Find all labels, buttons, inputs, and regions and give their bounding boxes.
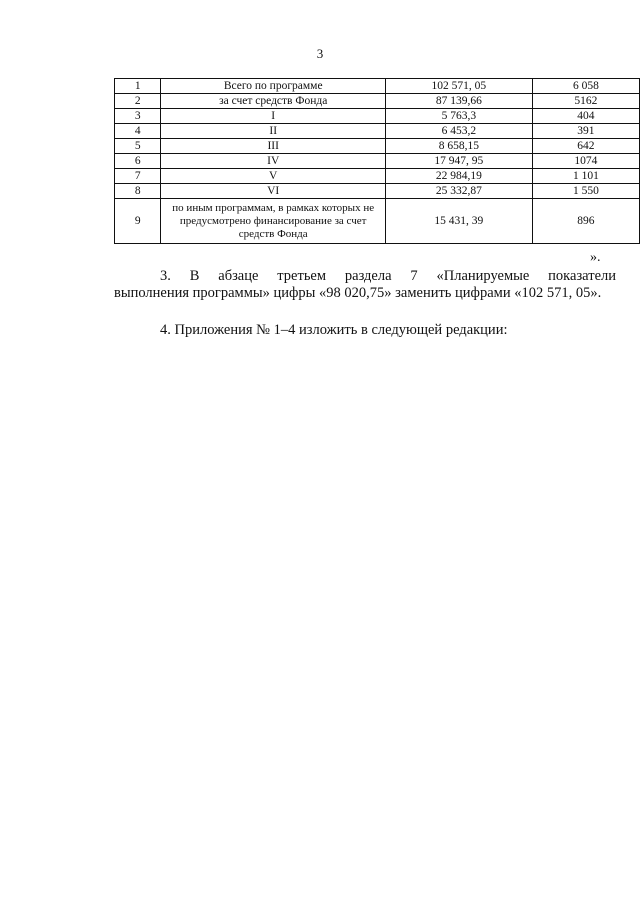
row-sum: 87 139,66 xyxy=(385,94,532,109)
row-sum: 25 332,87 xyxy=(385,184,532,199)
row-name: VI xyxy=(161,184,385,199)
table-row xyxy=(115,184,640,199)
row-count: 1074 xyxy=(532,154,639,169)
row-number: 7 xyxy=(115,169,161,184)
table-row xyxy=(115,124,640,139)
table-row xyxy=(115,139,640,154)
row-number: 6 xyxy=(115,154,161,169)
row-name: за счет средств Фонда xyxy=(161,94,385,109)
row-count: 6 058 xyxy=(532,79,639,94)
row-count: 642 xyxy=(532,139,639,154)
page-number: 3 xyxy=(316,46,324,61)
row-count: 1 550 xyxy=(532,184,639,199)
row-number: 5 xyxy=(115,139,161,154)
paragraph-4 xyxy=(114,322,616,339)
row-name: по иным программам, в рамках которых не предусмотрено финансирование за счет средств Фонда xyxy=(161,199,385,244)
table-row xyxy=(115,169,640,184)
row-name: I xyxy=(161,109,385,124)
row-number: 8 xyxy=(115,184,161,199)
row-count: 391 xyxy=(532,124,639,139)
table-row xyxy=(115,79,640,94)
row-sum: 17 947, 95 xyxy=(385,154,532,169)
closing-quote: ». xyxy=(590,250,601,265)
row-sum: 15 431, 39 xyxy=(385,199,532,244)
table-row xyxy=(115,94,640,109)
row-number: 2 xyxy=(115,94,161,109)
row-number: 9 xyxy=(115,199,161,244)
row-name: III xyxy=(161,139,385,154)
row-number: 1 xyxy=(115,79,161,94)
row-sum: 6 453,2 xyxy=(385,124,532,139)
row-number: 3 xyxy=(115,109,161,124)
row-count: 404 xyxy=(532,109,639,124)
row-sum: 22 984,19 xyxy=(385,169,532,184)
row-sum: 5 763,3 xyxy=(385,109,532,124)
row-count: 896 xyxy=(532,199,639,244)
paragraph-3 xyxy=(114,268,616,302)
row-name: IV xyxy=(161,154,385,169)
row-count: 1 101 xyxy=(532,169,639,184)
paragraph-3-text: выполнения программы» цифры «98 020,75» заменить цифрами «102 571, 05». xyxy=(114,285,602,301)
table-row xyxy=(115,109,640,124)
row-sum: 8 658,15 xyxy=(385,139,532,154)
paragraph-4-text: 4. Приложения № 1–4 изложить в следующей редакции: xyxy=(160,322,508,338)
row-number: 4 xyxy=(115,124,161,139)
row-count: 5162 xyxy=(532,94,639,109)
funding-table xyxy=(114,78,640,244)
table-row xyxy=(115,154,640,169)
row-name: Всего по программе xyxy=(161,79,385,94)
paragraph-3-line-1: 3. В абзаце третьем раздела 7 «Планируемые показатели xyxy=(160,268,616,284)
row-sum: 102 571, 05 xyxy=(385,79,532,94)
row-name: II xyxy=(161,124,385,139)
table-row xyxy=(115,199,640,244)
row-name: V xyxy=(161,169,385,184)
